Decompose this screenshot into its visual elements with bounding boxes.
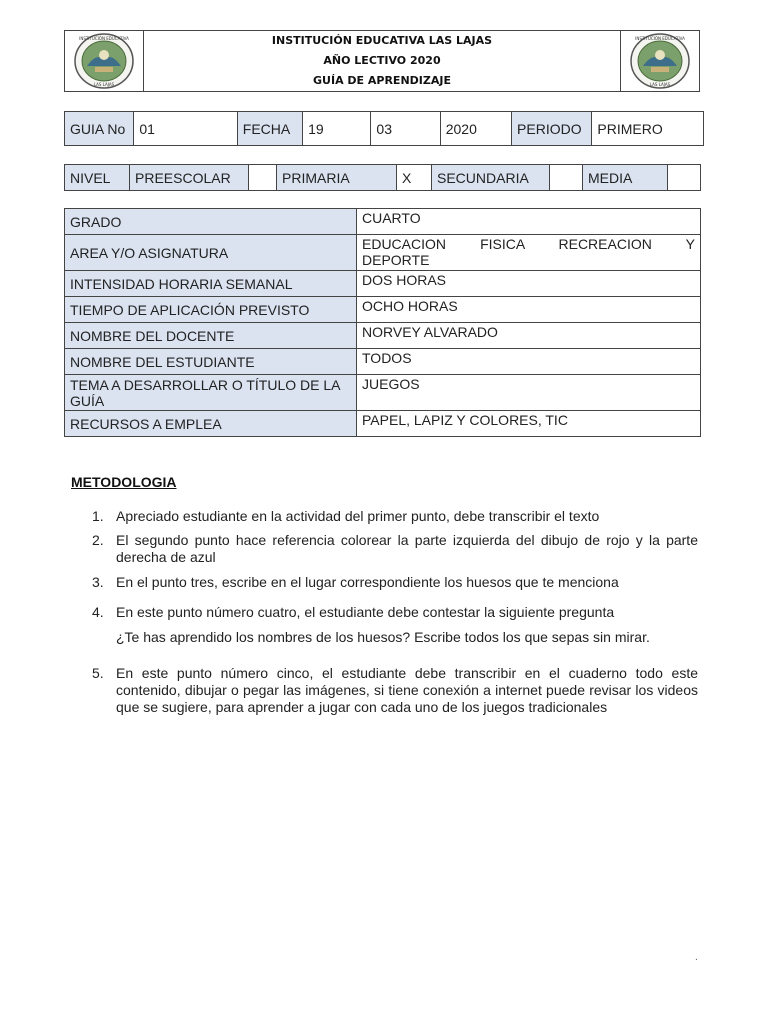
question-text: ¿Te has aprendido los nombres de los huesos? Escribe todos los que sepas sin mirar.	[116, 629, 650, 645]
list-item	[92, 665, 698, 716]
list-item	[92, 532, 698, 566]
list-text: El segundo punto hace referencia colorear la parte izquierda del dibujo de rojo y la parte derecha de azul	[116, 532, 698, 565]
fecha-year: 2020	[440, 112, 511, 146]
svg-text:INSTITUCIÓN EDUCATIVA: INSTITUCIÓN EDUCATIVA	[79, 36, 129, 41]
school-seal-icon	[629, 32, 691, 90]
nivel-label: NIVEL	[65, 165, 130, 191]
tiempo-label: TIEMPO DE APLICACIÓN PREVISTO	[65, 297, 357, 323]
secundaria-mark	[550, 165, 583, 191]
footer-mark: .	[695, 952, 698, 963]
estudiante-label: NOMBRE DEL ESTUDIANTE	[65, 349, 357, 375]
recursos-value: PAPEL, LAPIZ Y COLORES, TIC	[357, 411, 701, 437]
preescolar-mark	[249, 165, 277, 191]
list-number: 5.	[92, 665, 104, 681]
fecha-day: 19	[303, 112, 371, 146]
fecha-month: 03	[371, 112, 440, 146]
area-label: AREA Y/O ASIGNATURA	[65, 235, 357, 271]
intensidad-value: DOS HORAS	[357, 271, 701, 297]
school-year: AÑO LECTIVO 2020	[323, 54, 441, 67]
estudiante-value: TODOS	[357, 349, 701, 375]
list-number: 1.	[92, 508, 104, 524]
list-number: 4.	[92, 604, 104, 620]
periodo-value: PRIMERO	[592, 112, 704, 146]
guia-label: GUIA No	[65, 112, 134, 146]
list-text: Apreciado estudiante en la actividad del primer punto, debe transcribir el texto	[116, 508, 600, 524]
tema-value: JUEGOS	[357, 375, 701, 411]
grado-value: CUARTO	[357, 209, 701, 235]
list-number: 2.	[92, 532, 104, 548]
guide-info-table	[64, 111, 704, 146]
media-label: MEDIA	[583, 165, 668, 191]
svg-text:LAS LAJAS: LAS LAJAS	[93, 82, 115, 87]
svg-text:INSTITUCIÓN EDUCATIVA: INSTITUCIÓN EDUCATIVA	[635, 36, 685, 41]
docente-value: NORVEY ALVARADO	[357, 323, 701, 349]
docente-label: NOMBRE DEL DOCENTE	[65, 323, 357, 349]
list-text: En el punto tres, escribe en el lugar correspondiente los huesos que te menciona	[116, 574, 619, 590]
list-text: En este punto número cuatro, el estudiante debe contestar la siguiente pregunta	[116, 604, 615, 620]
guide-title: GUÍA DE APRENDIZAJE	[313, 74, 451, 87]
list-item	[92, 574, 698, 591]
area-value	[357, 235, 701, 271]
nivel-table	[64, 164, 701, 191]
metodologia-heading: METODOLOGIA	[71, 474, 177, 490]
fecha-label: FECHA	[237, 112, 302, 146]
media-mark	[668, 165, 701, 191]
area-value-line1: EDUCACION FISICA RECREACION Y	[362, 236, 695, 252]
tiempo-value: OCHO HORAS	[357, 297, 701, 323]
school-seal-icon	[73, 32, 135, 90]
school-logo-right	[620, 31, 699, 91]
area-value-line2: DEPORTE	[362, 252, 430, 268]
list-number: 3.	[92, 574, 104, 590]
recursos-label: RECURSOS A EMPLEA	[65, 411, 357, 437]
list-text: En este punto número cinco, el estudiante debe transcribir en el cuaderno todo este contenido, dibujar o pegar las imágenes, si tiene conexión a internet puede revisar los videos que se sugiere, para aprender a jugar con cada uno de los juegos tradicionales	[116, 665, 698, 715]
tema-label: TEMA A DESARROLLAR O TÍTULO DE LA GUÍA	[65, 375, 357, 411]
document-header	[64, 30, 700, 92]
guide-details-table	[64, 208, 701, 437]
periodo-label: PERIODO	[512, 112, 592, 146]
secundaria-label: SECUNDARIA	[432, 165, 550, 191]
institution-name: INSTITUCIÓN EDUCATIVA LAS LAJAS	[271, 34, 493, 47]
preescolar-label: PREESCOLAR	[130, 165, 249, 191]
svg-text:LAS LAJAS: LAS LAJAS	[649, 82, 671, 87]
intensidad-label: INTENSIDAD HORARIA SEMANAL	[65, 271, 357, 297]
primaria-mark: X	[397, 165, 432, 191]
list-item	[92, 508, 698, 525]
header-title-block	[144, 31, 620, 91]
guia-value: 01	[134, 112, 237, 146]
grado-label: GRADO	[65, 209, 357, 235]
list-item	[92, 604, 698, 621]
primaria-label: PRIMARIA	[277, 165, 397, 191]
school-logo-left	[65, 31, 144, 91]
